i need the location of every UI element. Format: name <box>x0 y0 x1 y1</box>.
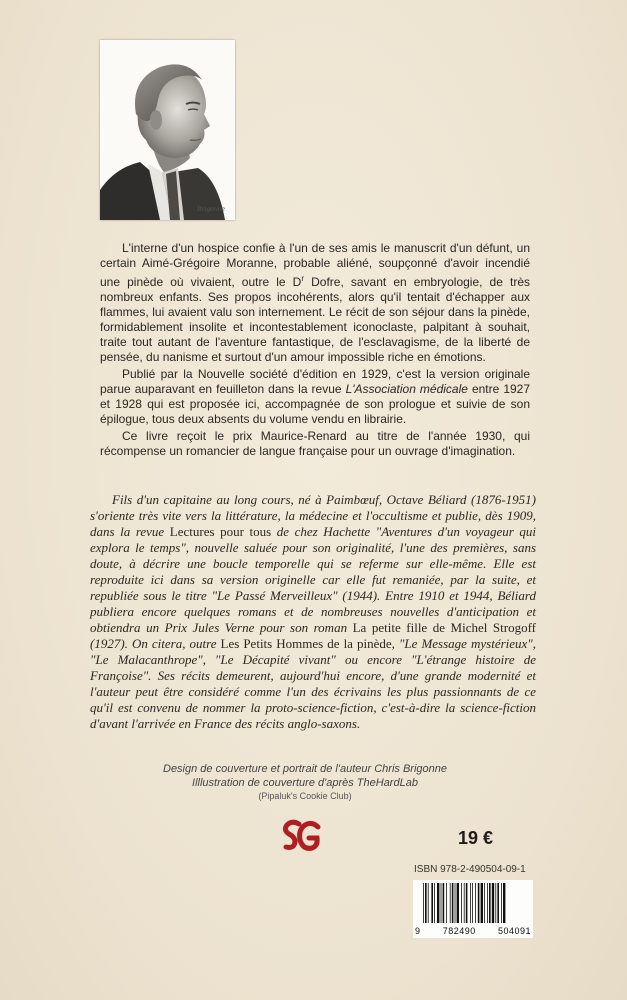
synopsis-paragraph-3: Ce livre reçoit le prix Maurice-Renard au titre de l'année 1930, qui récompense un romancier de langue française pour un ouvrage d'imagination. <box>100 429 530 458</box>
author-portrait <box>100 40 235 220</box>
credit-club: (Pipaluk's Cookie Club) <box>258 791 352 801</box>
price: 19 € <box>458 828 494 848</box>
isbn-number: ISBN 978-2-490504-09-1 <box>414 864 526 875</box>
synopsis-paragraph-2: Publié par la Nouvelle société d'édition en 1929, c'est la version originale parue auparavant en feuilleton dans la revue L'Association médicale entre 1927 et 1928 qui est proposée ici, accompagnée de son prologue et suivie de son épilogue, tous deux absents du volume vendu en librairie. <box>100 367 531 426</box>
credit-illustration: Illlustration de couverture d'après TheHardLab <box>192 777 418 789</box>
cover-credits <box>100 762 510 803</box>
publisher-logo <box>282 818 322 859</box>
biography-paragraph: Fils d'un capitaine au long cours, né à Paimbœuf, Octave Béliard (1876-1951) s'oriente très vite vers la littérature, la médecine et l'occultisme et publie, dès 1909, dans la revue Lectures pour tous de chez Hachette "Aventures d'un voyageur qui explora le temps", nouvelle saluée pour son originalité, l'une des premières, sans doute, à décrire une boucle temporelle qui se referme sur elle-même. Elle est reproduite ici dans sa version originelle car elle fut remaniée, par la suite, et republiée sous le titre "Le Passé Merveilleux" (1944). Entre 1910 et 1944, Béliard publiera encore quelques romans et de nombreuses nouvelles d'anticipation et obtiendra un Prix Jules Verne pour son roman La petite fille de Michel Strogoff (1927). On citera, outre Les Petits Hommes de la pinède, "Le Message mystérieux", "Le Malacanthrope", "Le Décapité vivant" ou encore "L'étrange histoire de Françoise". Ses récits demeurent, aujourd'hui encore, d'une grande modernité et l'auteur peut être considéré comme l'un des écrivains les plus passionnants de ce qu'il est convenu de nommer la proto-science-fiction, c'est-à-dire la science-fiction d'avant l'arrivée en France des récits anglo-saxons. <box>90 492 537 731</box>
credit-design: Design de couverture et portrait de l'auteur Chris Brigonne <box>163 763 447 775</box>
barcode-digits <box>415 926 531 936</box>
barcode-bars-icon <box>417 883 529 927</box>
publisher-logo-icon <box>282 818 322 854</box>
synopsis-paragraph-1: L'interne d'un hospice confie à l'un de ses amis le manuscrit d'un défunt, un certain Aimé-Grégoire Moranne, probable aliéné, soupçonné d'avoir incendié une pinède où vivaient, outre le $D^r$ Dofre, savant en embryologie, de très nombreux enfants. Ses propos incohérents, alors qu'il tentait d'échapper aux flammes, lui avaient valu son internement. Le récit de son séjour dans la pinède, formidablement insolite et incontestablement iconoclaste, palpitant à souhait, traite tout autant de l'aventure fantastique, de l'esclavagisme, de la liberté de pensée, du nanisme et surtout d'un amour impossible riche en émotions. <box>100 241 530 364</box>
barcode-digits-right: 504091 <box>497 926 531 936</box>
portrait-drawing <box>100 40 235 220</box>
author-biography <box>90 492 536 732</box>
barcode-digit-first: 9 <box>415 926 421 936</box>
barcode-digits-left: 782490 <box>442 926 476 936</box>
barcode <box>413 880 533 938</box>
portrait-signature: Brigonne <box>197 206 225 213</box>
synopsis <box>100 241 530 461</box>
